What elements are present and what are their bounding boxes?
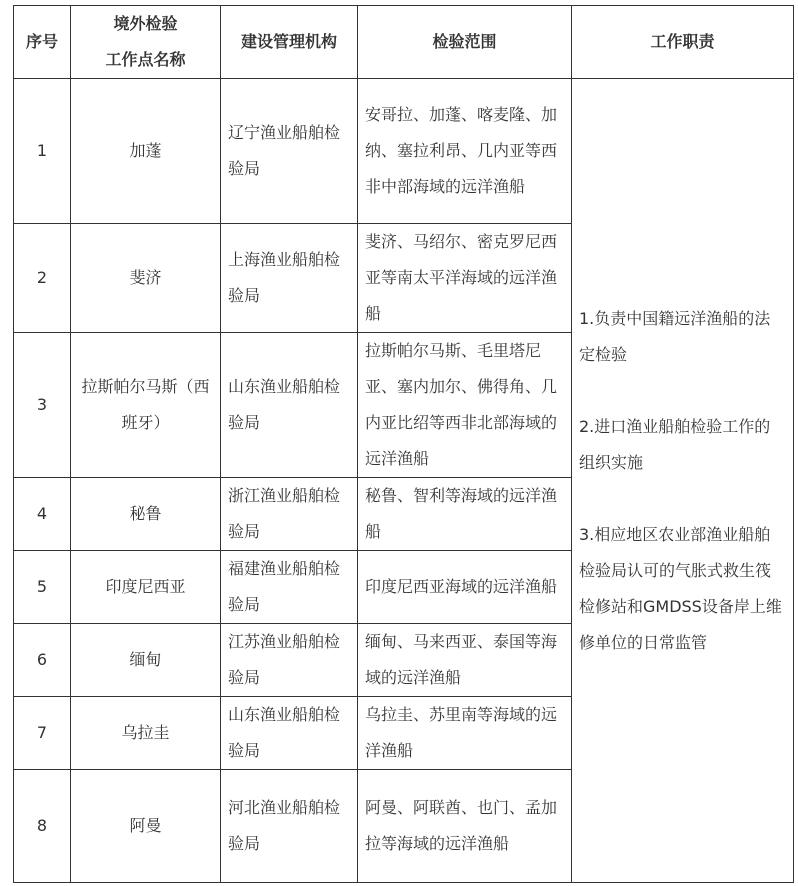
header-agency: 建设管理机构	[221, 6, 358, 79]
header-scope: 检验范围	[358, 6, 572, 79]
row-point-name: 秘鲁	[71, 478, 221, 551]
row-point-name: 斐济	[71, 224, 221, 333]
row-agency: 福建渔业船舶检验局	[221, 551, 358, 624]
row-scope: 印度尼西亚海域的远洋渔船	[358, 551, 572, 624]
row-seq: 8	[14, 770, 71, 883]
row-seq: 3	[14, 333, 71, 478]
row-agency: 上海渔业船舶检验局	[221, 224, 358, 333]
row-agency: 辽宁渔业船舶检验局	[221, 79, 358, 224]
row-scope: 乌拉圭、苏里南等海域的远洋渔船	[358, 697, 572, 770]
row-point-name: 拉斯帕尔马斯（西班牙）	[71, 333, 221, 478]
row-scope: 阿曼、阿联酋、也门、孟加拉等海域的远洋渔船	[358, 770, 572, 883]
row-scope: 缅甸、马来西亚、泰国等海域的远洋渔船	[358, 624, 572, 697]
duties-cell	[572, 79, 794, 883]
row-agency: 山东渔业船舶检验局	[221, 333, 358, 478]
header-duties: 工作职责	[572, 6, 794, 79]
row-seq: 4	[14, 478, 71, 551]
table-header-row	[14, 6, 794, 79]
row-point-name: 阿曼	[71, 770, 221, 883]
duty-item: 1.负责中国籍远洋渔船的法定检验	[579, 308, 771, 364]
header-point-name	[71, 6, 221, 79]
row-scope: 秘鲁、智利等海域的远洋渔船	[358, 478, 572, 551]
row-agency: 江苏渔业船舶检验局	[221, 624, 358, 697]
row-agency: 河北渔业船舶检验局	[221, 770, 358, 883]
row-point-name: 缅甸	[71, 624, 221, 697]
row-seq: 6	[14, 624, 71, 697]
inspection-points-table	[13, 5, 794, 883]
row-point-name: 加蓬	[71, 79, 221, 224]
row-seq: 7	[14, 697, 71, 770]
duty-item: 2.进口渔业船舶检验工作的组织实施	[579, 416, 771, 472]
header-seq: 序号	[14, 6, 71, 79]
table-row	[14, 79, 794, 224]
row-seq: 5	[14, 551, 71, 624]
header-point-name-line1: 境外检验	[113, 14, 178, 33]
row-point-name: 乌拉圭	[71, 697, 221, 770]
row-seq: 1	[14, 79, 71, 224]
row-seq: 2	[14, 224, 71, 333]
header-point-name-line2: 工作点名称	[105, 50, 186, 69]
row-scope: 安哥拉、加蓬、喀麦隆、加纳、塞拉利昂、几内亚等西非中部海域的远洋渔船	[358, 79, 572, 224]
row-point-name: 印度尼西亚	[71, 551, 221, 624]
row-scope: 拉斯帕尔马斯、毛里塔尼亚、塞内加尔、佛得角、几内亚比绍等西非北部海域的远洋渔船	[358, 333, 572, 478]
row-agency: 浙江渔业船舶检验局	[221, 478, 358, 551]
duty-item: 3.相应地区农业部渔业船舶检验局认可的气胀式救生筏检修站和GMDSS设备岸上维修单位的日常监管	[579, 524, 782, 652]
row-agency: 山东渔业船舶检验局	[221, 697, 358, 770]
row-scope: 斐济、马绍尔、密克罗尼西亚等南太平洋海域的远洋渔船	[358, 224, 572, 333]
